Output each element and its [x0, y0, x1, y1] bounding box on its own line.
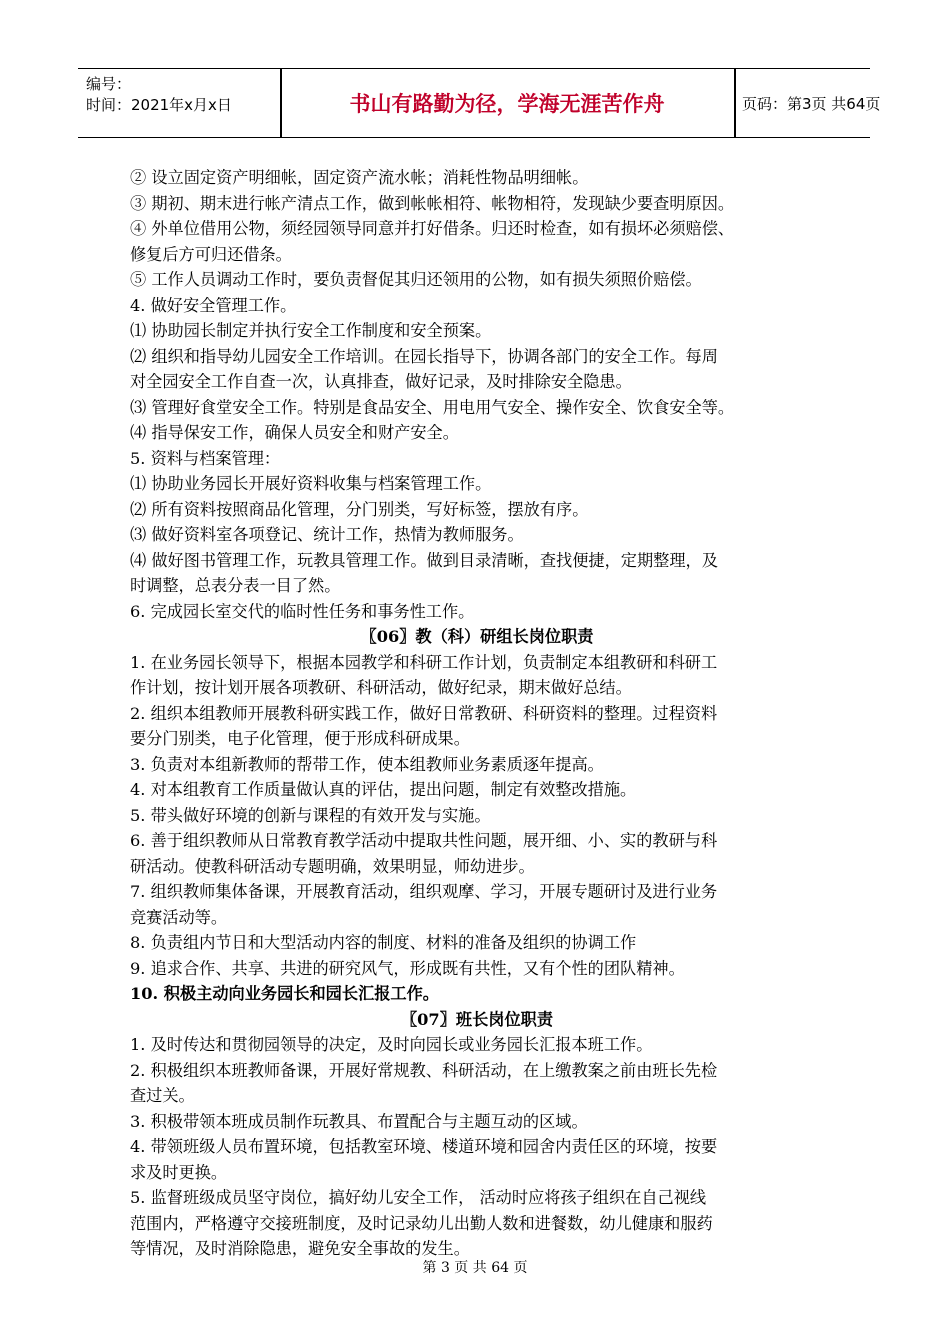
text-line: 求及时更换。 — [130, 1162, 228, 1182]
date-label: 时间：2021年x月x日 — [86, 96, 232, 114]
header-meta — [78, 69, 280, 137]
text-line: ⑤ 工作人员调动工作时，要负责督促其归还领用的公物，如有损失须照价赔偿。 — [130, 270, 702, 289]
text-line: ⑵ 组织和指导幼儿园安全工作培训。在园长指导下，协调各部门的安全工作。每周 — [130, 346, 718, 366]
text-line: 3. 积极带领本班成员制作玩教具、布置配合与主题互动的区域。 — [130, 1111, 588, 1131]
text-line: 7. 组织教师集体备课，开展教育活动，组织观摩、学习，开展专题研讨及进行业务 — [130, 882, 718, 901]
text-line: 6. 善于组织教师从日常教育教学活动中提取共性问题，展开细、小、实的教研与科 — [130, 831, 718, 850]
text-line: 10. 积极主动向业务园长和园长汇报工作。 — [130, 984, 439, 1003]
text-line: 竞赛活动等。 — [130, 907, 228, 927]
text-line: 对全园安全工作自查一次，认真排查，做好记录，及时排除安全隐患。 — [130, 372, 632, 391]
text-line: 研活动。使教科研活动专题明确，效果明显，师幼进步。 — [130, 856, 535, 876]
header-motto: 书山有路勤为径，学海无涯苦作舟 — [349, 92, 665, 116]
text-line: 4. 对本组教育工作质量做认真的评估，提出问题，制定有效整改措施。 — [130, 780, 637, 799]
text-line: 6. 完成园长室交代的临时性任务和事务性工作。 — [130, 601, 475, 621]
text-line: ③ 期初、期末进行帐产清点工作，做到帐帐相符、帐物相符，发现缺少要查明原因。 — [130, 193, 735, 213]
section-heading: 〖06〗教（科）研组长岗位职责 — [360, 627, 594, 646]
text-line: 时调整，总表分表一目了然。 — [130, 576, 341, 595]
text-line: ④ 外单位借用公物，须经园领导同意并打好借条。归还时检查，如有损坏必须赔偿、 — [130, 219, 735, 238]
text-line: 要分门别类，电子化管理，便于形成科研成果。 — [130, 729, 470, 748]
page-info: 页码：第3页 共64页 — [742, 94, 881, 113]
text-line: 1. 及时传达和贯彻园领导的决定，及时向园长或业务园长汇报本班工作。 — [130, 1035, 653, 1054]
text-line: ⑶ 做好资料室各项登记、统计工作，热情为教师服务。 — [130, 525, 524, 544]
text-line: 作计划，按计划开展各项教研、科研活动，做好纪录，期末做好总结。 — [130, 678, 632, 697]
text-line: 9. 追求合作、共享、共进的研究风气，形成既有共性，又有个性的团队精神。 — [130, 958, 685, 978]
text-line: ⑴ 协助业务园长开展好资料收集与档案管理工作。 — [130, 474, 492, 493]
text-line: 5. 监督班级成员坚守岗位，搞好幼儿安全工作， 活动时应将孩子组织在自己视线 — [130, 1188, 707, 1207]
text-line: 2. 积极组织本班教师备课，开展好常规教、科研活动，在上缴教案之前由班长先检 — [130, 1060, 718, 1080]
text-line: ⑴ 协助园长制定并执行安全工作制度和安全预案。 — [130, 321, 492, 340]
page-footer: 第 3 页 共 64 页 — [422, 1260, 528, 1276]
text-line: ⑶ 管理好食堂安全工作。特别是食品安全、用电用气安全、操作安全、饮食安全等。 — [130, 397, 735, 417]
text-line: ② 设立固定资产明细帐，固定资产流水帐；消耗性物品明细帐。 — [130, 168, 589, 187]
text-line: ⑷ 指导保安工作，确保人员安全和财产安全。 — [130, 423, 459, 442]
header-divider — [734, 69, 736, 137]
text-line: 查过关。 — [130, 1086, 195, 1105]
text-line: 2. 组织本组教师开展教科研实践工作，做好日常教研、科研资料的整理。过程资料 — [130, 703, 718, 723]
text-line: 5. 带头做好环境的创新与课程的有效开发与实施。 — [130, 805, 491, 825]
text-line: ⑵ 所有资料按照商品化管理，分门别类，写好标签，摆放有序。 — [130, 499, 589, 519]
text-line: 修复后方可归还借条。 — [130, 244, 292, 264]
page-header — [78, 68, 881, 138]
number-label: 编号： — [86, 75, 132, 93]
text-line: 4. 做好安全管理工作。 — [130, 295, 297, 315]
text-line: 范围内，严格遵守交接班制度，及时记录幼儿出勤人数和进餐数，幼儿健康和服药 — [130, 1213, 713, 1233]
text-line: 5. 资料与档案管理： — [130, 448, 281, 468]
text-line: 3. 负责对本组新教师的帮带工作，使本组教师业务素质逐年提高。 — [130, 754, 604, 774]
text-line: ⑷ 做好图书管理工作，玩教具管理工作。做到目录清晰，查找便捷，定期整理，及 — [130, 550, 718, 570]
text-line: 4. 带领班级人员布置环境，包括教室环境、楼道环境和园舍内责任区的环境，按要 — [130, 1137, 718, 1156]
text-line: 等情况，及时消除隐患，避免安全事故的发生。 — [130, 1239, 470, 1258]
text-line: 8. 负责组内节日和大型活动内容的制度、材料的准备及组织的协调工作 — [130, 933, 637, 952]
section-heading: 〖07〗班长岗位职责 — [400, 1009, 554, 1029]
text-line: 1. 在业务园长领导下，根据本园教学和科研工作计划，负责制定本组教研和科研工 — [130, 652, 718, 672]
